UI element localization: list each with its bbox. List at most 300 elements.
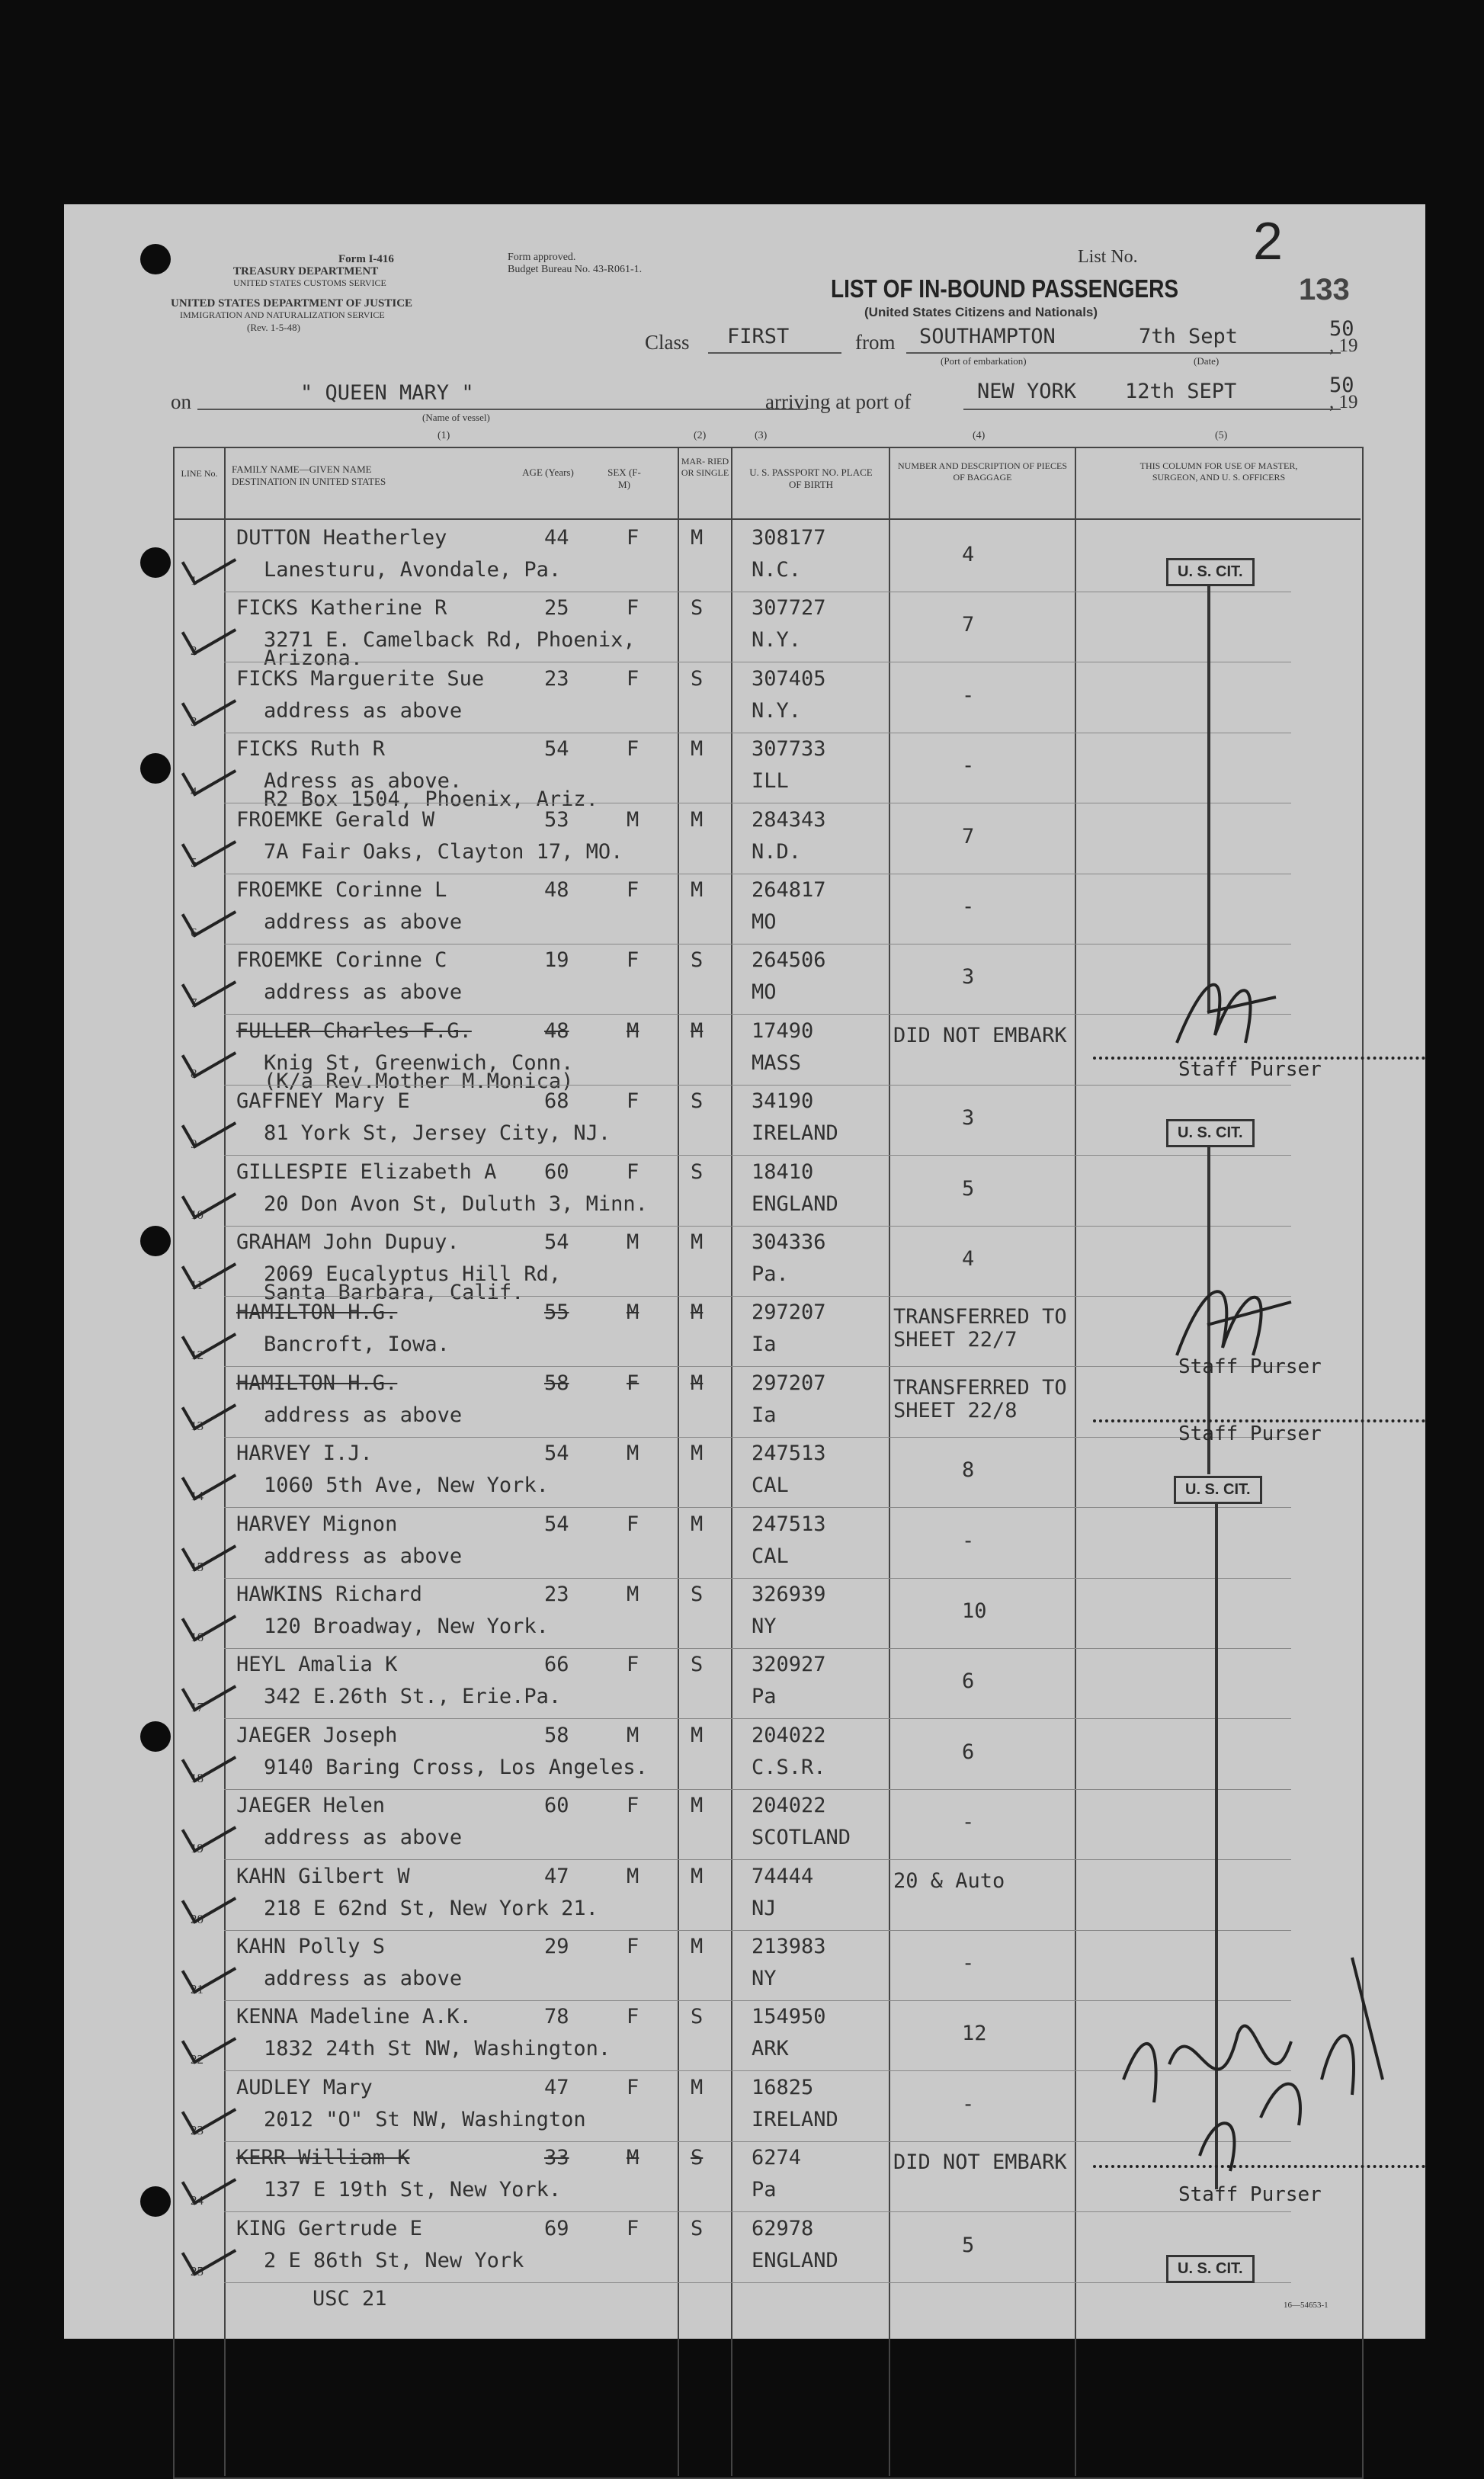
passenger-sex: F: [627, 948, 639, 973]
passenger-address: address as above: [264, 698, 463, 723]
row-divider: [224, 2211, 1291, 2212]
baggage-count: -: [962, 1528, 975, 1553]
marital-status: M: [691, 526, 704, 550]
place-of-birth: Pa: [752, 1685, 777, 1709]
passport-number: 307727: [752, 596, 826, 621]
line-number: 25: [191, 2263, 204, 2279]
passenger-sex: M: [627, 1230, 639, 1254]
passenger-name: FICKS Ruth R: [236, 737, 386, 762]
passport-number: 17490: [752, 1018, 814, 1043]
passenger-age: 19: [544, 948, 569, 973]
us-cit-stamp: U. S. CIT.: [1166, 1119, 1255, 1147]
baggage-count: 5: [962, 2233, 975, 2257]
passport-number: 297207: [752, 1371, 826, 1395]
baggage-note-2: SHEET 22/8: [893, 1398, 1018, 1422]
row-divider: [224, 1226, 1291, 1227]
row-divider: [224, 1507, 1291, 1508]
baggage-count: 4: [962, 543, 975, 566]
passenger-sex: M: [627, 807, 639, 832]
treasury-dept: TREASURY DEPARTMENT: [233, 265, 379, 277]
passport-number: 326939: [752, 1583, 826, 1606]
class-label: Class: [645, 331, 690, 354]
passenger-name: FICKS Marguerite Sue: [236, 666, 485, 691]
col-num-1: (1): [438, 430, 450, 441]
passenger-name: JAEGER Helen: [236, 1794, 386, 1818]
place-of-birth: SCOTLAND: [752, 1826, 851, 1850]
passenger-address: Lanesturu, Avondale, Pa.: [264, 558, 562, 582]
line-number: 23: [191, 2122, 204, 2137]
line-number: 11: [191, 1278, 204, 1292]
passenger-age: 23: [544, 666, 569, 691]
passenger-address: Adress as above.: [264, 769, 463, 794]
form-approved: Form approved.: [508, 252, 576, 263]
line-number: 13: [191, 1418, 204, 1433]
place-of-birth: N.Y.: [752, 628, 802, 653]
place-of-birth: N.C.: [752, 558, 802, 582]
passport-number: 18410: [752, 1159, 814, 1184]
marital-status: S: [691, 1653, 704, 1677]
passenger-name: KERR William K: [236, 2146, 410, 2170]
form-revision: (Rev. 1-5-48): [247, 322, 300, 333]
marital-status: M: [691, 878, 704, 902]
passenger-age: 78: [544, 2005, 569, 2029]
passenger-name: HAWKINS Richard: [236, 1583, 422, 1606]
passenger-sex: M: [627, 2146, 639, 2170]
passenger-name: AUDLEY Mary: [236, 2075, 373, 2099]
line-number: 4: [191, 784, 197, 800]
print-code: 16—54653-1: [1284, 2301, 1329, 2310]
place-of-birth: NY: [752, 1615, 777, 1638]
passenger-name: FROEMKE Corinne C: [236, 948, 447, 973]
marital-status: M: [691, 2075, 704, 2099]
page-title: LIST OF IN-BOUND PASSENGERS: [831, 274, 1179, 303]
staff-purser-note: Staff Purser: [1178, 1058, 1322, 1081]
punch-hole: [140, 1226, 171, 1256]
col-married: MAR- RIED OR SINGLE: [681, 456, 729, 478]
passenger-address: Knig St, Greenwich, Conn.: [264, 1050, 574, 1075]
marital-status: S: [691, 1583, 704, 1606]
marital-status: S: [691, 2216, 704, 2240]
list-no: 2: [1253, 211, 1283, 271]
col-age: AGE (Years): [522, 467, 574, 478]
passenger-address: address as above: [264, 1826, 463, 1850]
marital-status: M: [691, 1723, 704, 1747]
place-of-birth: C.S.R.: [752, 1755, 826, 1779]
officer-initials: [1162, 1256, 1329, 1386]
marital-status: S: [691, 948, 704, 973]
marital-status: M: [691, 1512, 704, 1536]
punch-hole: [140, 547, 171, 578]
place-of-birth: IRELAND: [752, 2107, 838, 2131]
passenger-sex: M: [627, 1723, 639, 1747]
passenger-address: 342 E.26th St., Erie.Pa.: [264, 1685, 562, 1709]
line-number: 12: [191, 1348, 204, 1363]
baggage-note: 20 & Auto: [893, 1868, 1005, 1893]
line-number: 16: [191, 1630, 204, 1644]
passport-number: 213983: [752, 1935, 826, 1958]
officer-signature: [1108, 1927, 1413, 2186]
on-label: on: [171, 390, 191, 413]
passenger-address-line2: Arizona.: [264, 646, 364, 671]
passenger-age: 54: [544, 1442, 569, 1466]
marital-status: S: [691, 1159, 704, 1184]
passenger-name: KENNA Madeline A.K.: [236, 2005, 472, 2029]
line-number: 14: [191, 1489, 204, 1504]
place-of-birth: NJ: [752, 1896, 777, 1920]
marital-status: M: [691, 1371, 704, 1395]
marital-status: S: [691, 2005, 704, 2029]
bracket-line: [1207, 585, 1210, 1012]
place-of-birth: Pa.: [752, 1262, 789, 1286]
line-number: 20: [191, 1911, 204, 1926]
staff-purser-note: Staff Purser: [1178, 2183, 1322, 2206]
passenger-sex: F: [627, 1089, 639, 1114]
passport-number: 154950: [752, 2005, 826, 2029]
passenger-address: address as above: [264, 1403, 463, 1427]
passenger-sex: F: [627, 666, 639, 691]
passenger-name: JAEGER Joseph: [236, 1723, 398, 1747]
passenger-sex: M: [627, 1018, 639, 1043]
place-of-birth: ENGLAND: [752, 1191, 838, 1216]
baggage-count: 7: [962, 824, 975, 848]
col-num-2: (2): [694, 430, 707, 441]
passenger-address: 2 E 86th St, New York: [264, 2248, 524, 2272]
line-number: 9: [191, 1137, 197, 1152]
staff-purser-note: Staff Purser: [1178, 1422, 1322, 1445]
line-number: 1: [191, 573, 197, 588]
marital-status: M: [691, 1864, 704, 1888]
punch-hole: [140, 753, 171, 784]
passenger-address-line2: R2 Box 1504, Phoenix, Ariz.: [264, 787, 598, 812]
baggage-count: -: [962, 1810, 975, 1835]
passenger-name: KAHN Polly S: [236, 1935, 386, 1958]
passport-number: 204022: [752, 1794, 826, 1818]
passport-number: 308177: [752, 526, 826, 550]
date-label: (Date): [1194, 355, 1220, 367]
baggage-count: 5: [962, 1176, 975, 1201]
us-cit-stamp: U. S. CIT.: [1166, 2255, 1255, 2283]
row-divider: [224, 1014, 1291, 1015]
passenger-sex: F: [627, 2005, 639, 2029]
row-divider: [224, 1718, 1291, 1719]
passenger-sex: F: [627, 2216, 639, 2240]
passenger-age: 23: [544, 1583, 569, 1606]
passenger-age: 60: [544, 1159, 569, 1184]
embark-port-label: (Port of embarkation): [941, 355, 1027, 367]
passport-number: 34190: [752, 1089, 814, 1114]
row-divider: [224, 1859, 1291, 1860]
justice-dept: UNITED STATES DEPARTMENT OF JUSTICE: [171, 297, 413, 309]
passenger-age: 69: [544, 2216, 569, 2240]
marital-status: M: [691, 1442, 704, 1466]
line-number: 19: [191, 1841, 204, 1856]
place-of-birth: Ia: [752, 1403, 777, 1427]
passenger-age: 53: [544, 807, 569, 832]
passenger-sex: M: [627, 1864, 639, 1888]
passenger-age: 54: [544, 737, 569, 762]
class-value: FIRST: [727, 325, 790, 348]
line-number: 3: [191, 714, 197, 729]
row-divider: [224, 1155, 1291, 1156]
col-baggage: NUMBER AND DESCRIPTION OF PIECES OF BAGGAGE: [897, 460, 1068, 483]
passenger-address: 7A Fair Oaks, Clayton 17, MO.: [264, 839, 623, 864]
passenger-sex: M: [627, 1583, 639, 1606]
passenger-name: HAMILTON H.G.: [236, 1371, 398, 1395]
passport-number: 304336: [752, 1230, 826, 1254]
baggage-count: -: [962, 754, 975, 778]
passenger-sex: F: [627, 1935, 639, 1958]
passenger-address: 137 E 19th St, New York.: [264, 2178, 562, 2202]
row-divider: [224, 1366, 1291, 1367]
passenger-address: 9140 Baring Cross, Los Angeles.: [264, 1755, 648, 1779]
baggage-count: -: [962, 1951, 975, 1975]
passenger-name: KING Gertrude E: [236, 2216, 422, 2240]
line-number: 7: [191, 996, 197, 1011]
passenger-name: FULLER Charles F.G.: [236, 1018, 472, 1043]
page-subtitle: (United States Citizens and Nationals): [864, 305, 1098, 319]
punch-hole: [140, 244, 171, 274]
us-cit-stamp: U. S. CIT.: [1166, 558, 1255, 586]
manifest-sheet: [64, 204, 1425, 2339]
vessel-label: (Name of vessel): [422, 412, 490, 423]
passport-number: 247513: [752, 1512, 826, 1536]
passenger-name: DUTTON Heatherley: [236, 526, 447, 550]
passenger-sex: F: [627, 737, 639, 762]
place-of-birth: MO: [752, 910, 777, 934]
passenger-address: 120 Broadway, New York.: [264, 1615, 549, 1638]
row-divider: [224, 2282, 1291, 2283]
passenger-address: 1060 5th Ave, New York.: [264, 1474, 549, 1498]
place-of-birth: Pa: [752, 2178, 777, 2202]
passenger-address: 2069 Eucalyptus Hill Rd,: [264, 1262, 562, 1286]
passenger-sex: M: [627, 1300, 639, 1325]
line-number: 2: [191, 643, 197, 659]
baggage-count: 6: [962, 1669, 975, 1694]
passenger-address: address as above: [264, 1967, 463, 1990]
baggage-count: 10: [962, 1599, 987, 1623]
passenger-name: HAMILTON H.G.: [236, 1300, 398, 1325]
baggage-count: 3: [962, 965, 975, 989]
col-destination: DESTINATION IN UNITED STATES: [232, 476, 386, 487]
baggage-count: 6: [962, 1740, 975, 1764]
passport-number: 307733: [752, 737, 826, 762]
passenger-age: 54: [544, 1512, 569, 1536]
passport-number: 307405: [752, 666, 826, 691]
arrival-port: NEW YORK: [977, 380, 1077, 403]
col-num-3: (3): [755, 430, 768, 441]
customs-service: UNITED STATES CUSTOMS SERVICE: [233, 277, 386, 288]
passenger-age: 58: [544, 1723, 569, 1747]
passenger-sex: M: [627, 1442, 639, 1466]
passenger-address: 3271 E. Camelback Rd, Phoenix,: [264, 628, 636, 653]
passenger-age: 66: [544, 1653, 569, 1677]
passport-number: 204022: [752, 1723, 826, 1747]
passenger-address: address as above: [264, 910, 463, 934]
list-no-label: List No.: [1078, 247, 1138, 267]
marital-status: M: [691, 737, 704, 762]
baggage-count: -: [962, 683, 975, 707]
line-number: 17: [191, 1700, 204, 1715]
passport-number: 264817: [752, 878, 826, 902]
baggage-count: -: [962, 895, 975, 919]
passenger-address: address as above: [264, 980, 463, 1005]
marital-status: M: [691, 1300, 704, 1325]
marital-status: M: [691, 1935, 704, 1958]
form-number: Form I-416: [338, 253, 394, 265]
passenger-sex: F: [627, 1512, 639, 1536]
passenger-sex: F: [627, 1371, 639, 1395]
line-number: 18: [191, 1770, 204, 1785]
row-divider: [224, 1296, 1291, 1297]
passport-number: 264506: [752, 948, 826, 973]
passenger-age: 54: [544, 1230, 569, 1254]
line-number: 8: [191, 1066, 197, 1081]
col-num-5: (5): [1215, 430, 1228, 441]
marital-status: M: [691, 807, 704, 832]
arrival-date: 12th SEPT: [1125, 380, 1237, 403]
marital-status: S: [691, 596, 704, 621]
line-number: 24: [191, 2193, 204, 2208]
place-of-birth: ENGLAND: [752, 2248, 838, 2272]
passport-number: 16825: [752, 2075, 814, 2099]
passenger-name: GILLESPIE Elizabeth A: [236, 1159, 497, 1184]
line-number: 21: [191, 1982, 204, 1996]
line-number: 6: [191, 925, 197, 940]
passenger-name: KAHN Gilbert W: [236, 1864, 410, 1888]
passenger-name: FROEMKE Corinne L: [236, 878, 447, 902]
baggage-note: TRANSFERRED TO: [893, 1375, 1067, 1400]
col-line-no: LINE No.: [181, 468, 218, 479]
place-of-birth: ILL: [752, 769, 789, 794]
row-divider: [224, 1789, 1291, 1790]
baggage-note: DID NOT EMBARK: [893, 1023, 1067, 1047]
passenger-age: 47: [544, 1864, 569, 1888]
passenger-name: FICKS Katherine R: [236, 596, 447, 621]
budget-bureau: Budget Bureau No. 43-R061-1.: [508, 264, 643, 275]
arriving-label: arriving at port of: [765, 390, 912, 413]
passport-number: 297207: [752, 1300, 826, 1325]
passenger-address: address as above: [264, 1544, 463, 1568]
passenger-name: FROEMKE Gerald W: [236, 807, 435, 832]
page-number: 133: [1299, 273, 1350, 306]
baggage-note: DID NOT EMBARK: [893, 2150, 1067, 2175]
place-of-birth: Ia: [752, 1333, 777, 1357]
col-name: FAMILY NAME—GIVEN NAME: [232, 463, 372, 475]
passenger-address: 218 E 62nd St, New York 21.: [264, 1896, 598, 1920]
passenger-age: 58: [544, 1371, 569, 1395]
place-of-birth: NY: [752, 1967, 777, 1990]
passenger-sex: F: [627, 526, 639, 550]
passenger-sex: F: [627, 1653, 639, 1677]
footer-usc: USC 21: [313, 2287, 387, 2311]
passenger-address: 1832 24th St NW, Washington.: [264, 2037, 611, 2061]
passenger-age: 60: [544, 1794, 569, 1818]
marital-status: S: [691, 1089, 704, 1114]
col-officers: THIS COLUMN FOR USE OF MASTER, SURGEON, AND U. S. OFFICERS: [1139, 460, 1298, 483]
baggage-count: 12: [962, 2022, 987, 2046]
baggage-count: -: [962, 2092, 975, 2116]
line-number: 5: [191, 855, 197, 870]
baggage-note: TRANSFERRED TO: [893, 1305, 1067, 1329]
col-passport: U. S. PASSPORT NO. PLACE OF BIRTH: [749, 467, 873, 490]
row-divider: [224, 1578, 1291, 1579]
baggage-note-2: SHEET 22/7: [893, 1328, 1018, 1352]
place-of-birth: ARK: [752, 2037, 789, 2061]
passport-number: 247513: [752, 1442, 826, 1466]
place-of-birth: N.Y.: [752, 698, 802, 723]
passport-number: 74444: [752, 1864, 814, 1888]
passenger-name: HEYL Amalia K: [236, 1653, 398, 1677]
passenger-address: 2012 "O" St NW, Washington: [264, 2107, 586, 2131]
passenger-address: 20 Don Avon St, Duluth 3, Minn.: [264, 1191, 648, 1216]
col-num-4: (4): [973, 430, 986, 441]
marital-status: M: [691, 1794, 704, 1818]
baggage-count: 8: [962, 1458, 975, 1483]
passenger-sex: F: [627, 2075, 639, 2099]
passenger-age: 25: [544, 596, 569, 621]
from-value: SOUTHAMPTON: [919, 325, 1056, 348]
passenger-age: 33: [544, 2146, 569, 2170]
passenger-sex: F: [627, 1794, 639, 1818]
passenger-name: HARVEY I.J.: [236, 1442, 373, 1466]
year-prefix-2: , 19: [1329, 392, 1358, 412]
passenger-age: 44: [544, 526, 569, 550]
row-divider: [224, 1085, 1291, 1086]
passport-number: 284343: [752, 807, 826, 832]
place-of-birth: N.D.: [752, 839, 802, 864]
passenger-sex: F: [627, 878, 639, 902]
baggage-count: 4: [962, 1247, 975, 1271]
embark-date: 7th Sept: [1139, 325, 1239, 348]
row-divider: [224, 1437, 1291, 1438]
passenger-age: 47: [544, 2075, 569, 2099]
marital-status: S: [691, 2146, 704, 2170]
passenger-address: 81 York St, Jersey City, NJ.: [264, 1121, 611, 1146]
row-divider: [224, 1648, 1291, 1649]
from-label: from: [855, 331, 896, 354]
place-of-birth: CAL: [752, 1544, 789, 1568]
passenger-sex: F: [627, 596, 639, 621]
place-of-birth: CAL: [752, 1474, 789, 1498]
arrival-year: 50: [1329, 374, 1354, 397]
passenger-age: 68: [544, 1089, 569, 1114]
ins-service: IMMIGRATION AND NATURALIZATION SERVICE: [180, 309, 385, 320]
passenger-age: 55: [544, 1300, 569, 1325]
passenger-name: GRAHAM John Dupuy.: [236, 1230, 460, 1254]
passenger-age: 29: [544, 1935, 569, 1958]
col-sex: SEX (F-M): [607, 467, 641, 490]
passenger-address-line2: Santa Barbara, Calif.: [264, 1281, 524, 1304]
us-cit-stamp: U. S. CIT.: [1174, 1476, 1262, 1504]
passenger-age: 48: [544, 878, 569, 902]
place-of-birth: MO: [752, 980, 777, 1005]
year-prefix: , 19: [1329, 335, 1358, 356]
embark-year: 50: [1329, 317, 1354, 341]
passenger-name: GAFFNEY Mary E: [236, 1089, 410, 1114]
passenger-address-line2: (K/a Rev.Mother M.Monica): [264, 1069, 574, 1093]
place-of-birth: MASS: [752, 1050, 802, 1075]
baggage-count: 3: [962, 1106, 975, 1130]
passport-number: 6274: [752, 2146, 802, 2170]
line-number: 10: [191, 1207, 204, 1222]
line-number: 22: [191, 2052, 204, 2067]
passenger-name: HARVEY Mignon: [236, 1512, 398, 1536]
line-number: 15: [191, 1559, 204, 1574]
place-of-birth: IRELAND: [752, 1121, 838, 1146]
staff-purser-note: Staff Purser: [1178, 1355, 1322, 1378]
passenger-age: 48: [544, 1018, 569, 1043]
passport-number: 62978: [752, 2216, 814, 2240]
